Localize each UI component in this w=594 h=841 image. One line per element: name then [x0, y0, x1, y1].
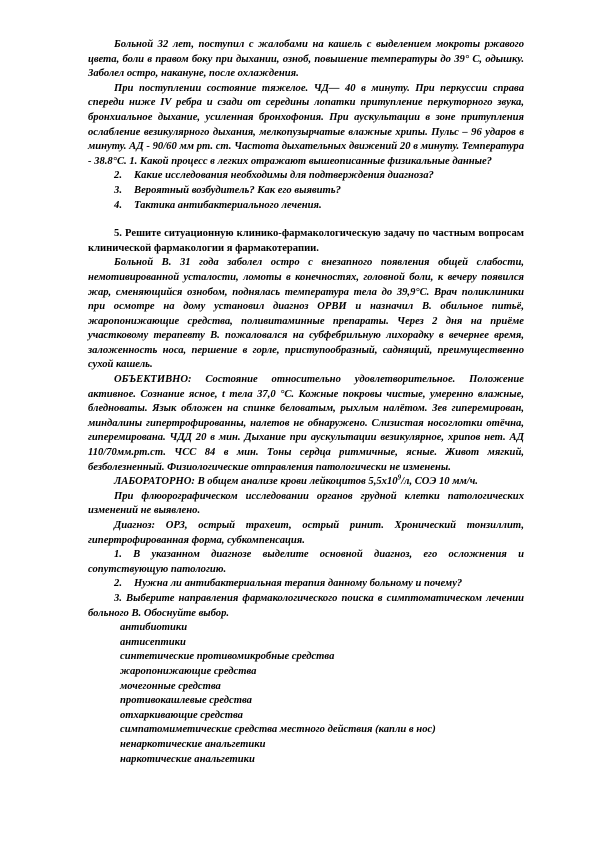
question-number: 2.	[114, 578, 122, 590]
drug-option: отхаркивающие средства	[120, 709, 243, 721]
task5-lab	[88, 475, 524, 490]
question-number: 3.	[114, 184, 122, 196]
task5-xray: При флюорографическом исследовании органов грудной клетки патологических изменений не выявлено.	[88, 490, 524, 517]
drug-option: наркотические анальгетики	[120, 753, 255, 765]
case1-status: При поступлении состояние тяжелое. ЧД— 40 в минуту. При перкуссии справа спереди ниже IV ребра и сзади от середины лопатки притупление перкуторного звука, бронхиальное дыхание, усиленная бронхофония. При аускультации в зоне притупления ослабление везикулярного дыхания, мелкопузырчатые влажные хрипы. Пульс – 96 ударов в минуту. АД - 90/60 мм рт. ст. Частота дыхательных движений 20 в минуту. Температура - 38.8°С. 1. Какой процесс в легких отражают вышеописанные физикальные данные?	[88, 82, 524, 167]
drug-options-list	[88, 621, 524, 767]
task5-question-3: 3. Выберите направления фармакологического поиска в симптоматическом лечении больного В. Обоснуйте выбор.	[88, 592, 524, 619]
lab-text-end: /л, СОЭ 10 мм/ч.	[401, 476, 478, 488]
task5-question-2	[88, 577, 524, 592]
lab-exponent: 9	[397, 473, 402, 482]
case1-complaints: Больной 32 лет, поступил с жалобами на кашель с выделением мокроты ржавого цвета, боли в правом боку при дыхании, озноб, повышение температуры до 39° С, одышку. Заболел остро, накануне, после охлаждения.	[88, 39, 524, 80]
drug-option: симпатомиметические средства местного действия (капли в нос)	[120, 724, 436, 736]
question-text: Какие исследования необходимы для подтверждения диагноза?	[134, 170, 434, 182]
task5-question-1: 1. В указанном диагнозе выделите основной диагноз, его осложнения и сопутствующую патологию.	[88, 549, 524, 575]
task5-history: Больной В. 31 года заболел остро с внезапного появления общей слабости, немотивированной усталости, ломоты в конечностях, головной боли, к вечеру появился жар, сменяющийся ознобом, поднялась температура тела до 39,9°С. Врач поликлиники при осмотре на дому установил диагноз ОРВИ и назначил В. обильное питьё, жаропонижающие средства, поливитаминные препараты. Через 2 дня на приёме участковому терапевту В. пожаловался на субфебрильную лихорадку в вечернее время, заложенность носа, першение в горле, приступообразный, саднящий, преимущественно сухой кашель.	[88, 257, 524, 371]
task5-heading: 5. Решите ситуационную клинико-фармакологическую задачу по частным вопросам клинической фармакологии я фармакотерапии.	[88, 228, 524, 254]
drug-option: синтетические противомикробные средства	[120, 651, 335, 663]
drug-option: ненаркотические анальгетики	[120, 738, 266, 750]
drug-option: противокашлевые средства	[120, 695, 252, 707]
lab-text: ЛАБОРАТОРНО: В общем анализе крови лейкоцитов 5,5х10	[114, 476, 398, 488]
question-number: 2.	[114, 170, 122, 182]
drug-option: антисептики	[120, 636, 186, 648]
question-number: 4.	[114, 199, 122, 211]
case1-question-2	[88, 169, 524, 184]
case1-question-4	[88, 199, 524, 214]
task5-objective: ОБЪЕКТИВНО: Состояние относительно удовлетворительное. Положение активное. Сознание ясное, t тела 37,0 °С. Кожные покровы чистые, умеренно влажные, бледноваты. Язык обложен на спинке беловатым, рыхлым налётом. Зев гиперемирован, миндалины гипертрофированны, налетов не обнаружено. Слизистая носоглотки отёчна, гиперемирована. ЧДД 20 в мин. Дыхание при аускультации везикулярное, хрипов нет. АД 110/70мм.рт.ст. ЧСС 84 в мин. Тоны сердца ритмичные, ясные. Живот мягкий, безболезненный. Физиологические отправления патологически не изменены.	[88, 374, 524, 473]
drug-option: жаропонижающие средства	[120, 665, 257, 677]
task5-diagnosis: Диагноз: ОРЗ, острый трахеит, острый ринит. Хронический тонзиллит, гипертрофированная форма, субкомпенсация.	[88, 520, 524, 546]
drug-option: мочегонные средства	[120, 680, 221, 692]
case1-question-3	[88, 184, 524, 199]
question-text: Нужна ли антибактериальная терапия данному больному и почему?	[134, 578, 463, 590]
question-text: Тактика антибактериального лечения.	[134, 199, 322, 211]
drug-option: антибиотики	[120, 622, 188, 634]
document-page	[88, 38, 524, 767]
question-text: Вероятный возбудитель? Как его выявить?	[134, 184, 341, 196]
spacer	[88, 213, 524, 227]
